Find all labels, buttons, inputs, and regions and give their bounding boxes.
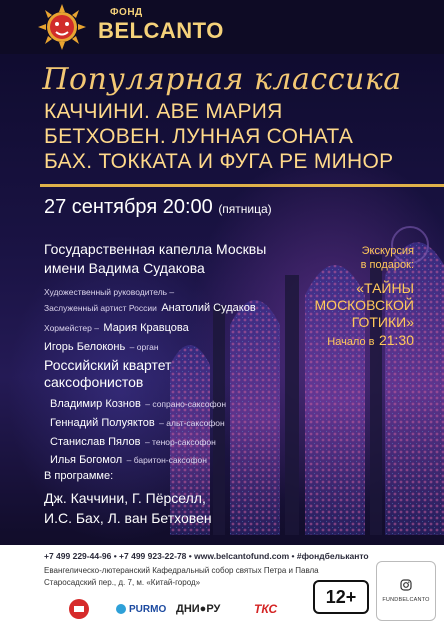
organist-line: [44, 337, 159, 355]
excursion-title-line3: ГОТИКИ»: [351, 314, 414, 330]
organist-role: – орган: [129, 342, 159, 352]
program-piece-2: БЕТХОВЕН. ЛУННАЯ СОНАТА: [44, 125, 354, 148]
choir-name-line2: имени Вадима Судакова: [44, 260, 205, 276]
event-date: [44, 196, 272, 219]
member-role: – сопрано-саксофон: [145, 399, 227, 409]
director-role-line2: Заслуженный артист России: [44, 303, 157, 313]
choirmaster-name: Мария Кравцова: [103, 322, 189, 334]
excursion-title-line2: МОСКОВСКОЙ: [314, 297, 414, 313]
organist-name: Игорь Белоконь: [44, 341, 126, 353]
address-line1: Евангелическо-лютеранский Кафедральный собор святых Петра и Павла: [44, 566, 319, 575]
member-role: – тенор-саксофон: [144, 437, 216, 447]
excursion-line2: в подарок:: [360, 259, 414, 271]
purmo-drop-icon: [116, 604, 126, 614]
member-name: Геннадий Полуяктов: [50, 417, 155, 429]
quartet-member-3: [50, 432, 216, 450]
logo-brand-text: BELCANTO: [98, 18, 224, 43]
excursion-line1: Экскурсия: [361, 245, 414, 257]
quartet-member-1: [50, 394, 226, 412]
excursion-start: [327, 332, 414, 350]
member-name: Владимир Кознов: [50, 398, 141, 410]
director-line: [44, 298, 256, 316]
director-name: Анатолий Судаков: [161, 302, 256, 314]
composers-line1: Дж. Каччини, Г. Пёрселл,: [44, 490, 206, 506]
member-role: – баритон-саксофон: [126, 455, 207, 465]
age-rating-badge: 12+: [313, 580, 369, 614]
quartet-member-2: [50, 413, 225, 431]
instagram-icon: [400, 579, 412, 591]
date-weekday: (пятница): [218, 202, 272, 216]
quartet-member-4: [50, 450, 207, 468]
quartet-name-line1: Российский квартет: [44, 357, 172, 373]
address-line2: Старосадский пер., д. 7, м. «Китай-город»: [44, 578, 201, 587]
gold-divider: [40, 184, 444, 187]
director-role-line1: Художественный руководитель –: [44, 287, 175, 297]
composers-line2: И.С. Бах, Л. ван Бетховен: [44, 510, 212, 526]
excursion-start-label: Начало в: [327, 336, 375, 348]
member-role: – альт-саксофон: [159, 418, 225, 428]
event-title: Популярная классика: [42, 62, 402, 97]
belcanto-sun-logo-icon: [38, 4, 86, 50]
program-piece-1: КАЧЧИНИ. АВЕ МАРИЯ: [44, 100, 283, 123]
instagram-card: [376, 561, 436, 621]
member-name: Илья Богомол: [50, 454, 123, 466]
contact-line: +7 499 229-44-96 • +7 499 923-22-78 • www.belcantofund.com • #фондбельканто: [44, 551, 369, 561]
excursion-start-time: 21:30: [378, 332, 414, 348]
date-main: 27 сентября 20:00: [44, 196, 213, 218]
sponsor-dni: ДНИ●РУ: [176, 603, 221, 615]
instagram-handle: FUNDBELCANTO: [382, 597, 430, 603]
choir-name-line1: Государственная капелла Москвы: [44, 241, 267, 257]
program-label: В программе:: [44, 470, 114, 482]
excursion-title-line1: «ТАЙНЫ: [356, 280, 414, 296]
choirmaster-line: [44, 318, 189, 336]
logo-fond-text: ФОНД: [110, 7, 143, 18]
sponsor-purmo: PURMO: [116, 598, 166, 620]
program-piece-3: БАХ. ТОККАТА И ФУГА РЕ МИНОР: [44, 150, 394, 173]
choirmaster-role: Хормейстер –: [44, 323, 99, 333]
quartet-name-line2: саксофонистов: [44, 374, 144, 390]
sponsor-logo-icon: [68, 598, 90, 620]
member-name: Станислав Пялов: [50, 436, 141, 448]
sponsor-tks: ТКС: [254, 602, 278, 616]
